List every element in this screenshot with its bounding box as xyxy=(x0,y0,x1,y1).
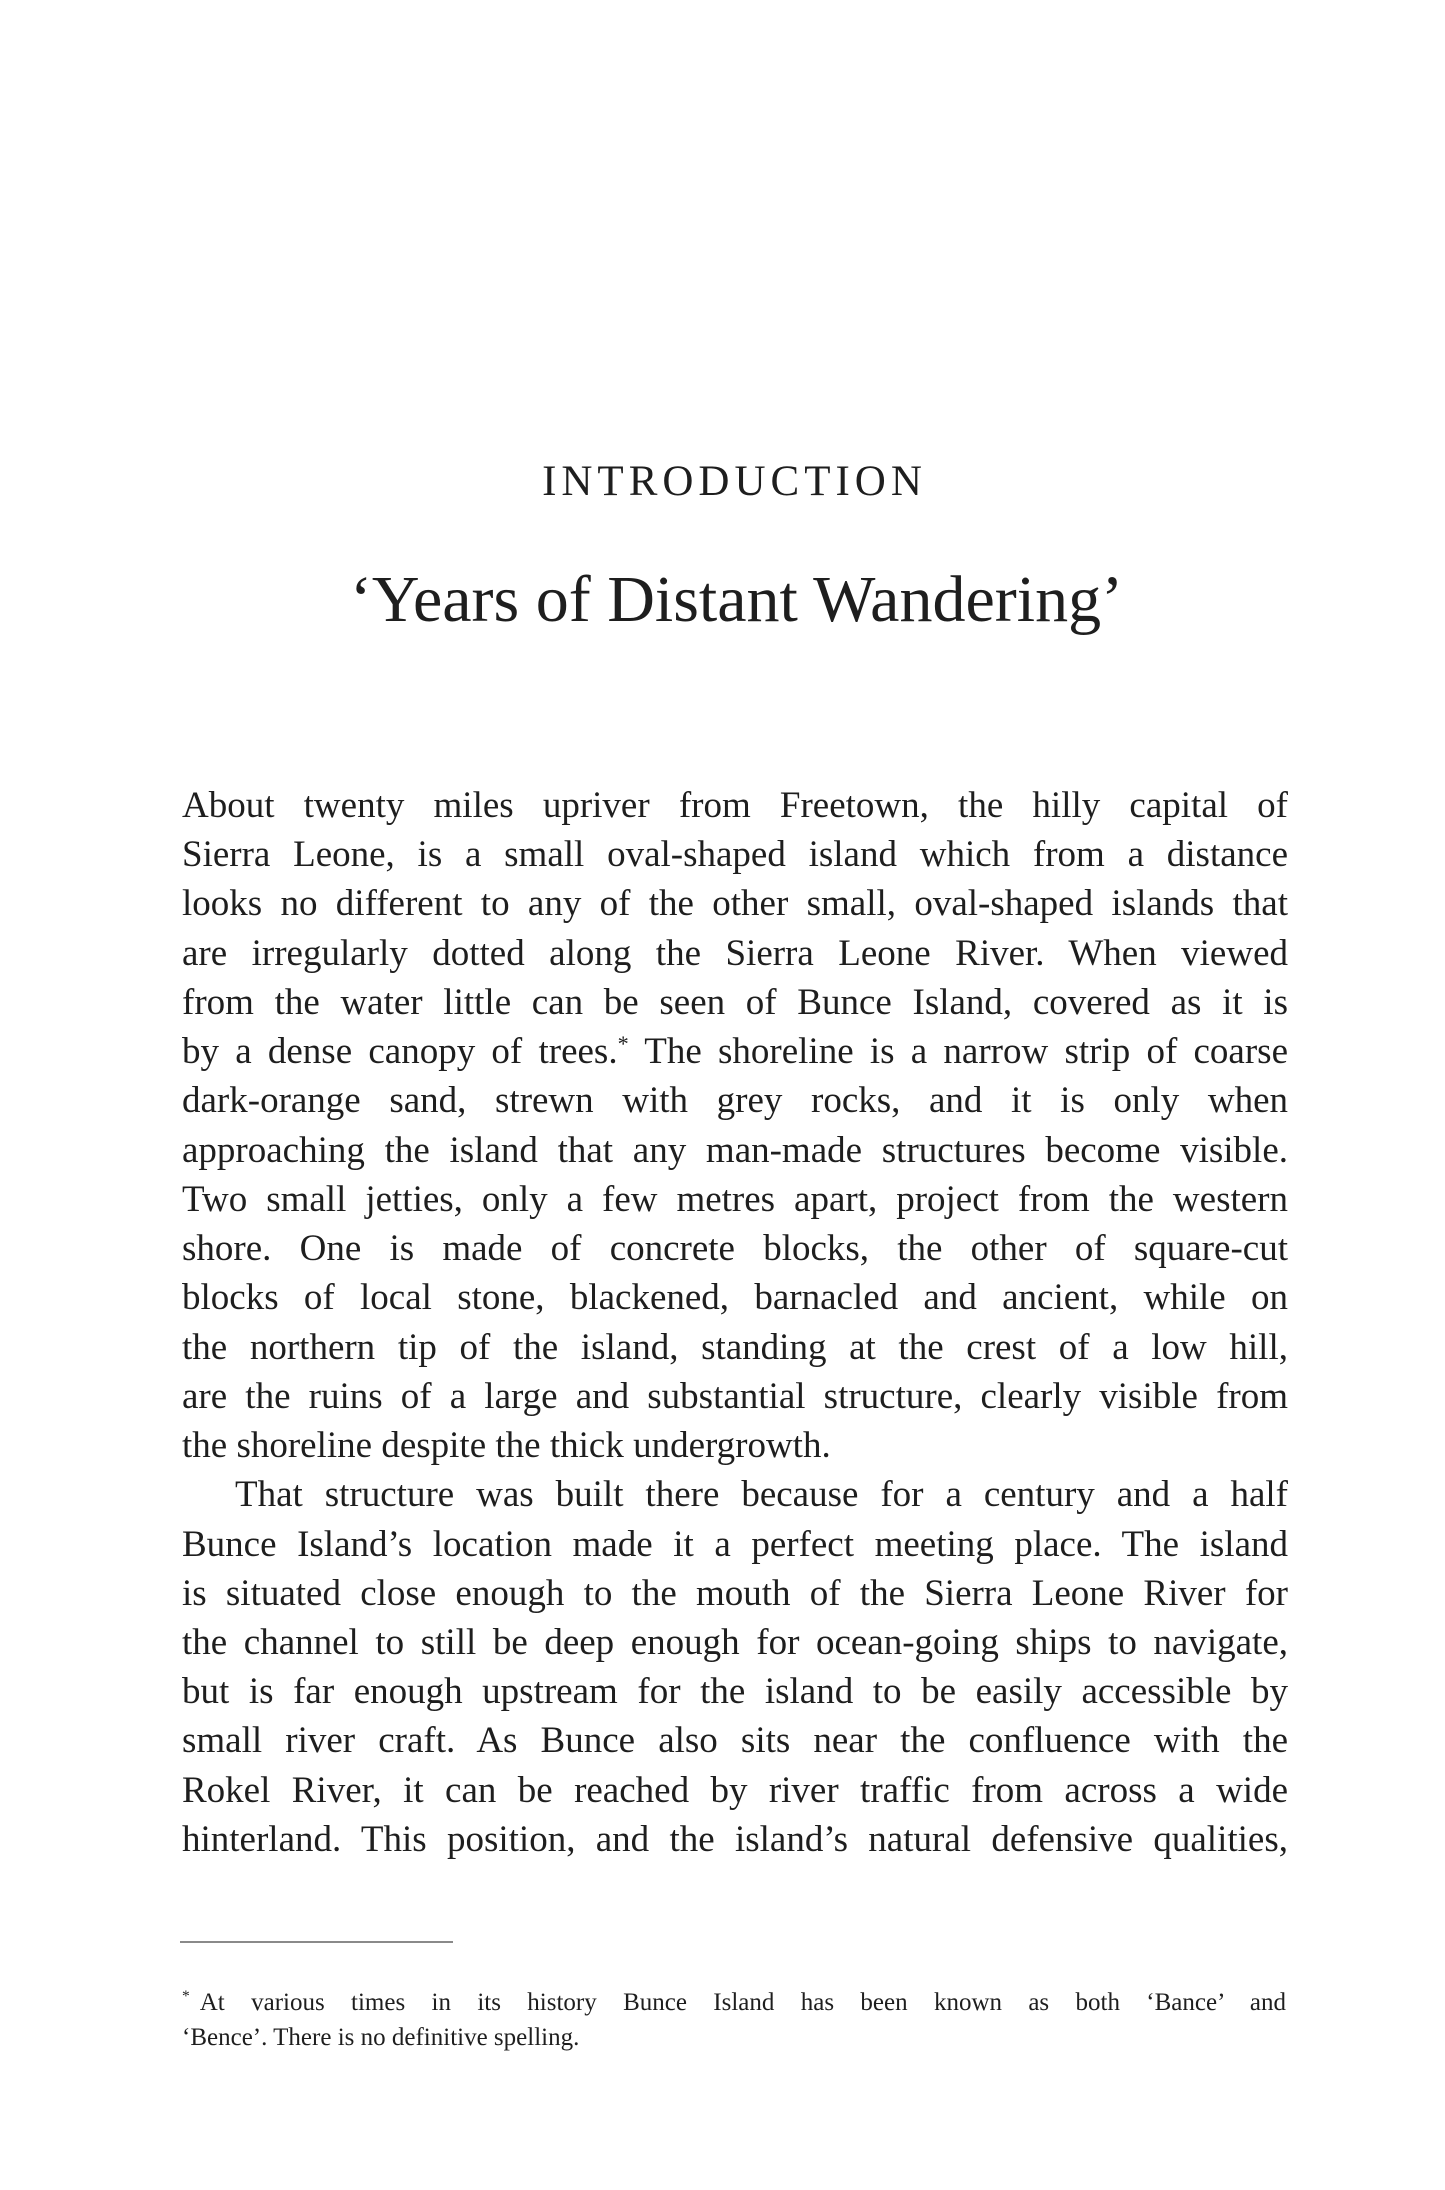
text-segment: The shoreline is a narrow strip of coarse xyxy=(644,1031,1288,1073)
text-line: from the water little can be seen of Bunce Island, covered as it is xyxy=(182,981,1288,1023)
text-line: looks no different to any of the other small, oval-shaped islands that xyxy=(182,883,1288,925)
footnote xyxy=(182,1985,1286,2055)
text-line: dark-orange sand, strewn with grey rocks, and it is only when xyxy=(182,1080,1288,1122)
text-line: the northern tip of the island, standing at the crest of a low hill, xyxy=(182,1326,1288,1368)
text-line: the channel to still be deep enough for ocean-going ships to navigate, xyxy=(182,1621,1288,1663)
text-line: About twenty miles upriver from Freetown, the hilly capital of xyxy=(182,785,1288,826)
text-line: are irregularly dotted along the Sierra Leone River. When viewed xyxy=(182,932,1288,974)
footnote-line: ‘Bence’. There is no definitive spelling. xyxy=(182,2024,580,2051)
text-line: Bunce Island’s location made it a perfect meeting place. The island xyxy=(182,1523,1288,1565)
footnote-line xyxy=(182,1985,1286,2020)
text-segment: by a dense canopy of trees. xyxy=(182,1031,618,1073)
text-line: approaching the island that any man-made structures become visible. xyxy=(182,1129,1288,1171)
text-line-with-footnote-ref xyxy=(182,1027,1288,1076)
text-line: Two small jetties, only a few metres apart, project from the western xyxy=(182,1178,1288,1220)
text-line: is situated close enough to the mouth of the Sierra Leone River for xyxy=(182,1572,1288,1614)
text-line: small river craft. As Bunce also sits near the confluence with the xyxy=(182,1720,1288,1762)
text-line: Sierra Leone, is a small oval-shaped island which from a distance xyxy=(182,834,1288,876)
chapter-label: INTRODUCTION xyxy=(542,458,927,505)
text-line: Rokel River, it can be reached by river traffic from across a wide xyxy=(182,1769,1288,1811)
footnote-divider xyxy=(180,1941,453,1943)
text-line: shore. One is made of concrete blocks, the other of square-cut xyxy=(182,1228,1288,1270)
chapter-title: ‘Years of Distant Wandering’ xyxy=(349,563,1124,636)
text-line: are the ruins of a large and substantial structure, clearly visible from xyxy=(182,1375,1288,1417)
body-text xyxy=(182,781,1288,1864)
text-line: but is far enough upstream for the island to be easily accessible by xyxy=(182,1671,1288,1713)
footnote-reference[interactable]: * xyxy=(617,1030,629,1056)
text-line: the shoreline despite the thick undergrowth. xyxy=(182,1425,831,1467)
text-line: That structure was built there because for a century and a half xyxy=(235,1474,1288,1516)
text-line: blocks of local stone, blackened, barnacled and ancient, while on xyxy=(182,1277,1288,1319)
text-line: hinterland. This position, and the island’s natural defensive qualities, xyxy=(182,1818,1288,1860)
footnote-marker: * xyxy=(182,1987,190,2005)
text-segment: At various times in its history Bunce Island has been known as both ‘Bance’ and xyxy=(199,1989,1286,2016)
